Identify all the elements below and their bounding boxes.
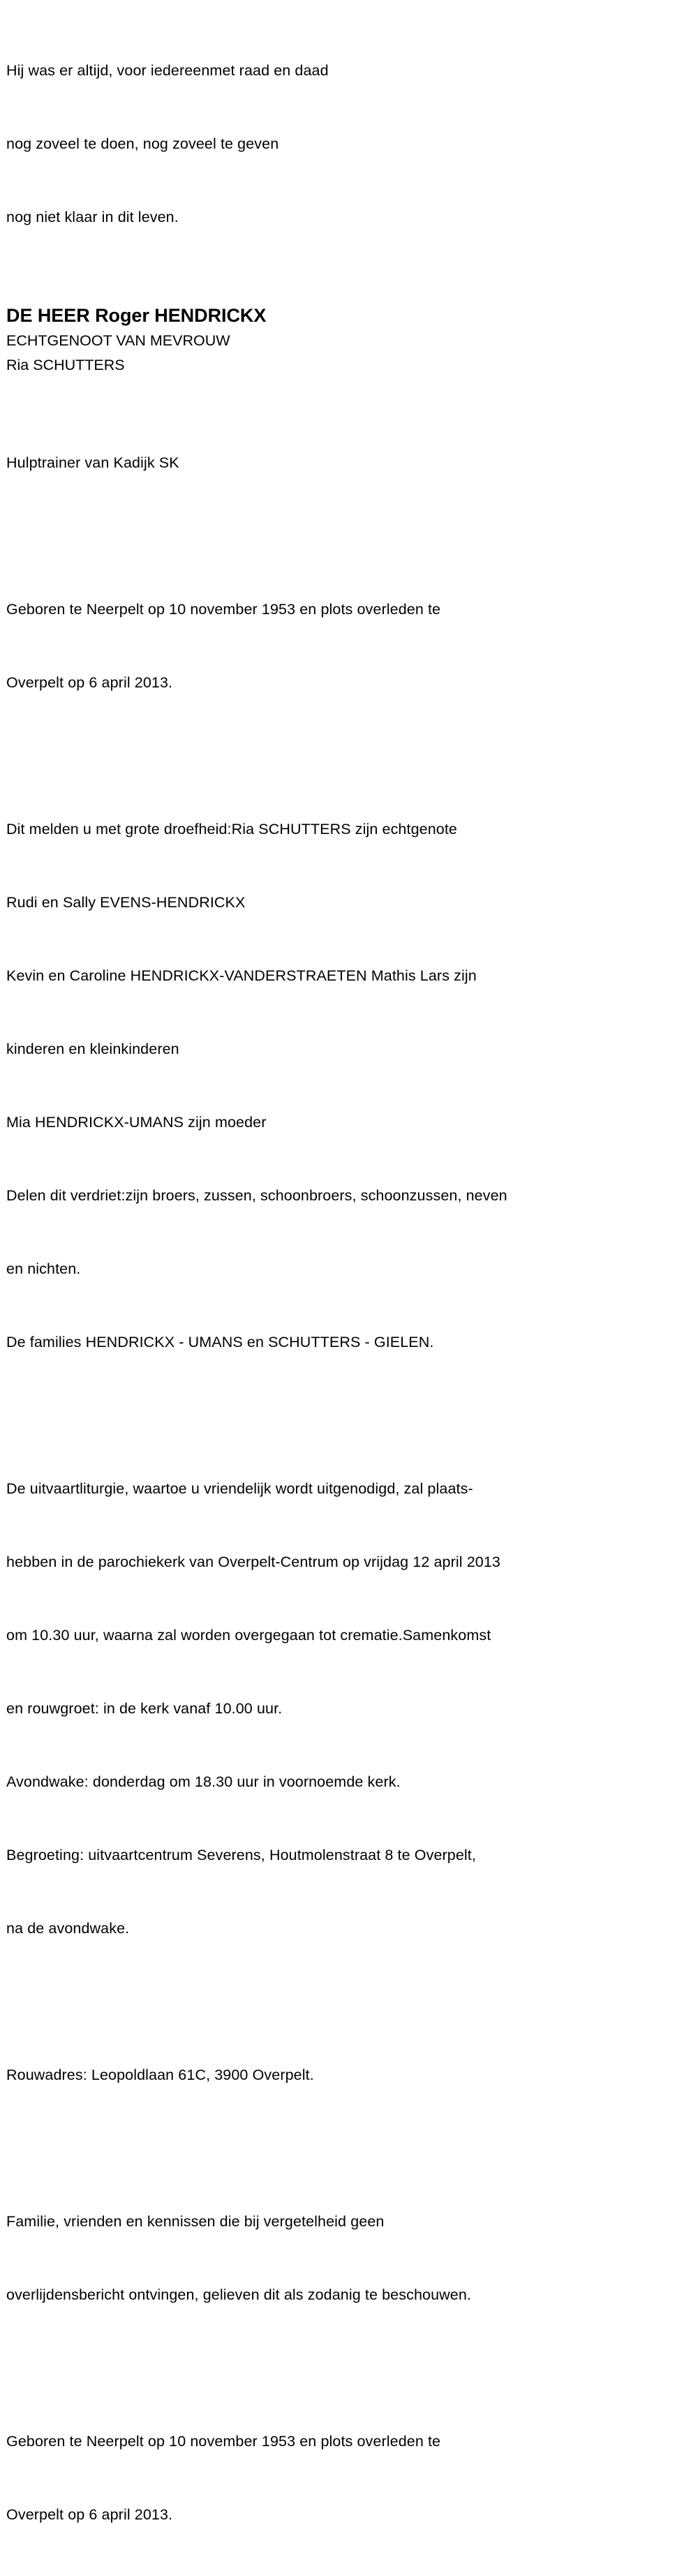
birth-death-repeat-line: Geboren te Neerpelt op 10 november 1953 en plots overleden te xyxy=(6,2433,441,2450)
notice-line: overlijdensbericht ontvingen, gelieven dit als zodanig te beschouwen. xyxy=(6,2286,471,2303)
survivors-line: De families HENDRICKX - UMANS en SCHUTTERS - GIELEN. xyxy=(6,1334,434,1350)
ceremony-block xyxy=(6,1428,694,1990)
survivors-block xyxy=(6,768,694,1404)
deceased-block xyxy=(6,303,694,378)
ceremony-line: en rouwgroet: in de kerk vanaf 10.00 uur. xyxy=(6,1700,283,1717)
survivors-line: Delen dit verdriet:zijn broers, zussen, schoonbroers, schoonzussen, neven xyxy=(6,1187,507,1204)
notice-line: Familie, vrienden en kennissen die bij vergetelheid geen xyxy=(6,2213,385,2230)
spouse-name: Ria SCHUTTERS xyxy=(6,357,125,373)
poem-line: nog niet klaar in dit leven. xyxy=(6,209,179,225)
survivors-line: Rudi en Sally EVENS-HENDRICKX xyxy=(6,894,246,911)
notice-block xyxy=(6,2161,694,2356)
mourning-address-block xyxy=(6,2014,694,2136)
ceremony-line: om 10.30 uur, waarna zal worden overgegaan tot crematie.Samenkomst xyxy=(6,1627,491,1644)
ceremony-line: Begroeting: uitvaartcentrum Severens, Houtmolenstraat 8 te Overpelt, xyxy=(6,1847,476,1863)
birth-death-block xyxy=(6,549,694,744)
birth-death-repeat-line: Overpelt op 6 april 2013. xyxy=(6,2506,173,2523)
birth-death-repeat-block xyxy=(6,2381,694,2576)
poem-block xyxy=(6,10,694,278)
survivors-line: Kevin en Caroline HENDRICKX-VANDERSTRAETEN Mathis Lars zijn xyxy=(6,967,477,984)
poem-line: nog zoveel te doen, nog zoveel te geven xyxy=(6,135,279,152)
ceremony-line: De uitvaartliturgie, waartoe u vriendelijk wordt uitgenodigd, zal plaats- xyxy=(6,1480,473,1497)
birth-death-line: Geboren te Neerpelt op 10 november 1953 en plots overleden te xyxy=(6,601,441,618)
deceased-name: DE HEER Roger HENDRICKX xyxy=(6,305,267,326)
poem-line: Hij was er altijd, voor iedereenmet raad en daad xyxy=(6,62,329,79)
birth-death-line: Overpelt op 6 april 2013. xyxy=(6,674,173,691)
survivors-line: kinderen en kleinkinderen xyxy=(6,1041,179,1057)
spouse-relation-label: ECHTGENOOT VAN MEVROUW xyxy=(6,332,230,349)
survivors-line: Dit melden u met grote droefheid:Ria SCHUTTERS zijn echtgenote xyxy=(6,821,457,837)
role-block xyxy=(6,402,694,524)
ceremony-line: Avondwake: donderdag om 18.30 uur in voornoemde kerk. xyxy=(6,1773,401,1790)
survivors-line: Mia HENDRICKX-UMANS zijn moeder xyxy=(6,1114,267,1131)
role-text: Hulptrainer van Kadijk SK xyxy=(6,454,179,471)
survivors-line: en nichten. xyxy=(6,1260,81,1277)
ceremony-line: hebben in de parochiekerk van Overpelt-Centrum op vrijdag 12 april 2013 xyxy=(6,1554,500,1570)
ceremony-line: na de avondwake. xyxy=(6,1920,130,1937)
mourning-address-text: Rouwadres: Leopoldlaan 61C, 3900 Overpelt. xyxy=(6,2067,314,2083)
